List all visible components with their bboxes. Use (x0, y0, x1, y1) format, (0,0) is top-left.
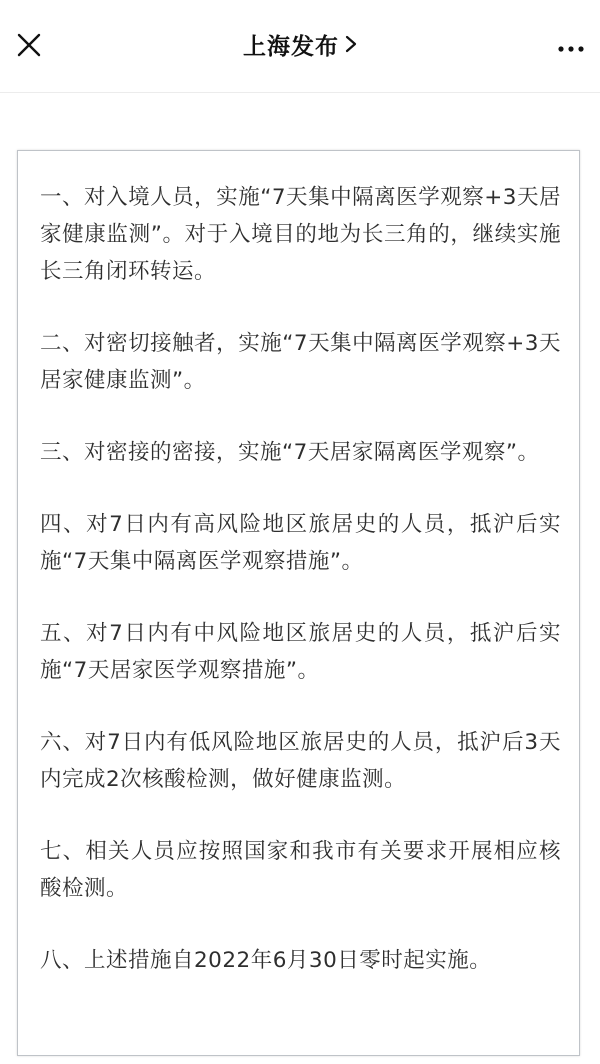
notice-paragraph-4: 四、对7日内有高风险地区旅居史的人员，抵沪后实施“7天集中隔离医学观察措施”。 (40, 512, 561, 574)
more-dots-icon (556, 32, 586, 62)
chevron-right-icon (345, 30, 357, 62)
notice-paragraph-8: 八、上述措施自2022年6月30日零时起实施。 (40, 948, 492, 973)
notice-paragraph-1: 一、对入境人员，实施“7天集中隔离医学观察+3天居家健康监测”。对于入境目的地为长三角的，继续实施长三角闭环转运。 (40, 185, 561, 284)
top-bar (0, 0, 600, 93)
page-title: 上海发布 (243, 34, 339, 60)
notice-card (17, 150, 580, 1056)
notice-paragraph-7: 七、相关人员应按照国家和我市有关要求开展相应核酸检测。 (40, 839, 561, 901)
notice-paragraph-5: 五、对7日内有中风险地区旅居史的人员，抵沪后实施“7天居家医学观察措施”。 (40, 621, 561, 683)
notice-paragraph-3: 三、对密接的密接，实施“7天居家隔离医学观察”。 (40, 440, 540, 465)
more-options-button[interactable] (556, 32, 586, 62)
account-title-link[interactable] (0, 31, 600, 63)
notice-paragraph-2: 二、对密切接触者，实施“7天集中隔离医学观察+3天居家健康监测”。 (40, 331, 561, 393)
notice-paragraph-6: 六、对7日内有低风险地区旅居史的人员，抵沪后3天内完成2次核酸检测，做好健康监测。 (40, 730, 561, 792)
